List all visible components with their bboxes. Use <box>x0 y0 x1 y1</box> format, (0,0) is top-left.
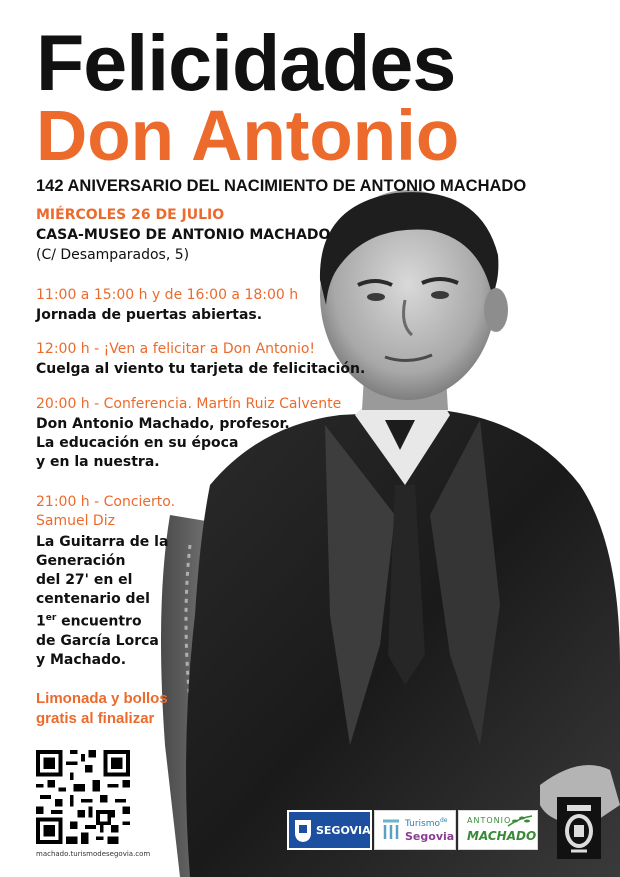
first-suffix: encuentro <box>56 613 142 630</box>
qr-url[interactable]: machado.turismodesegovia.com <box>36 850 151 858</box>
event-3-line: y en la nuestra. <box>36 454 160 470</box>
event-3-time: 20:00 h - Conferencia. Martín Ruiz Calvente <box>36 396 342 412</box>
title-don-antonio: Don Antonio <box>36 97 460 176</box>
event-3-line: Don Antonio Machado, profesor. <box>36 416 290 432</box>
event-4-desc <box>36 533 168 670</box>
event-4-line-first-meeting <box>36 609 168 632</box>
event-2-time: 12:00 h - ¡Ven a felicitar a Don Antonio! <box>36 341 316 357</box>
footer-note-line: Limonada y bollos <box>36 690 168 707</box>
turismo-word: Turismo <box>405 819 440 829</box>
subtitle-anniversary: 142 ANIVERSARIO DEL NACIMIENTO DE ANTONIO MACHADO <box>36 177 527 195</box>
event-4-line: La Guitarra de la <box>36 534 169 550</box>
event-3-desc <box>36 415 290 472</box>
first-number: 1 <box>36 613 46 630</box>
event-4-line: y Machado. <box>36 651 127 668</box>
event-4-line: centenario del <box>36 591 150 607</box>
machado-logo-top: ANTONIO <box>467 816 512 825</box>
turismo-de: de <box>440 817 448 824</box>
venue-name: CASA-MUSEO DE ANTONIO MACHADO <box>36 227 331 243</box>
event-4-line: del 27' en el <box>36 572 133 588</box>
venue-address: (C/ Desamparados, 5) <box>36 247 190 263</box>
first-superscript: er <box>45 613 57 623</box>
olive-branch-icon <box>507 814 533 828</box>
turismo-segovia-logo <box>374 810 456 850</box>
segovia-city-logo <box>287 810 372 850</box>
event-4-line: Generación <box>36 553 126 569</box>
qr-code[interactable] <box>36 750 130 844</box>
event-1-desc: Jornada de puertas abiertas. <box>36 307 263 323</box>
antonio-machado-logo <box>458 810 538 850</box>
turismo-city: Segovia <box>405 830 455 843</box>
turismo-text <box>405 817 448 829</box>
event-4-time <box>36 493 175 531</box>
coat-of-arms-emblem-icon <box>557 797 601 859</box>
segovia-logo-text: SEGOVIA <box>316 824 371 837</box>
event-2-desc: Cuelga al viento tu tarjeta de felicitación. <box>36 361 366 377</box>
title-felicidades: Felicidades <box>36 18 456 107</box>
footer-note <box>36 689 168 729</box>
aqueduct-icon <box>381 817 401 843</box>
event-3-line: La educación en su época <box>36 435 239 451</box>
event-4-time-line: 21:00 h - Concierto. <box>36 494 176 510</box>
footer-note-line: gratis al finalizar <box>36 710 155 727</box>
machado-logo-bottom: MACHADO <box>467 829 537 843</box>
event-4-performer: Samuel Diz <box>36 513 115 529</box>
segovia-shield-icon <box>294 819 312 843</box>
event-date: MIÉRCOLES 26 DE JULIO <box>36 207 225 223</box>
event-4-line: de García Lorca <box>36 632 159 649</box>
event-1-time: 11:00 a 15:00 h y de 16:00 a 18:00 h <box>36 287 299 303</box>
